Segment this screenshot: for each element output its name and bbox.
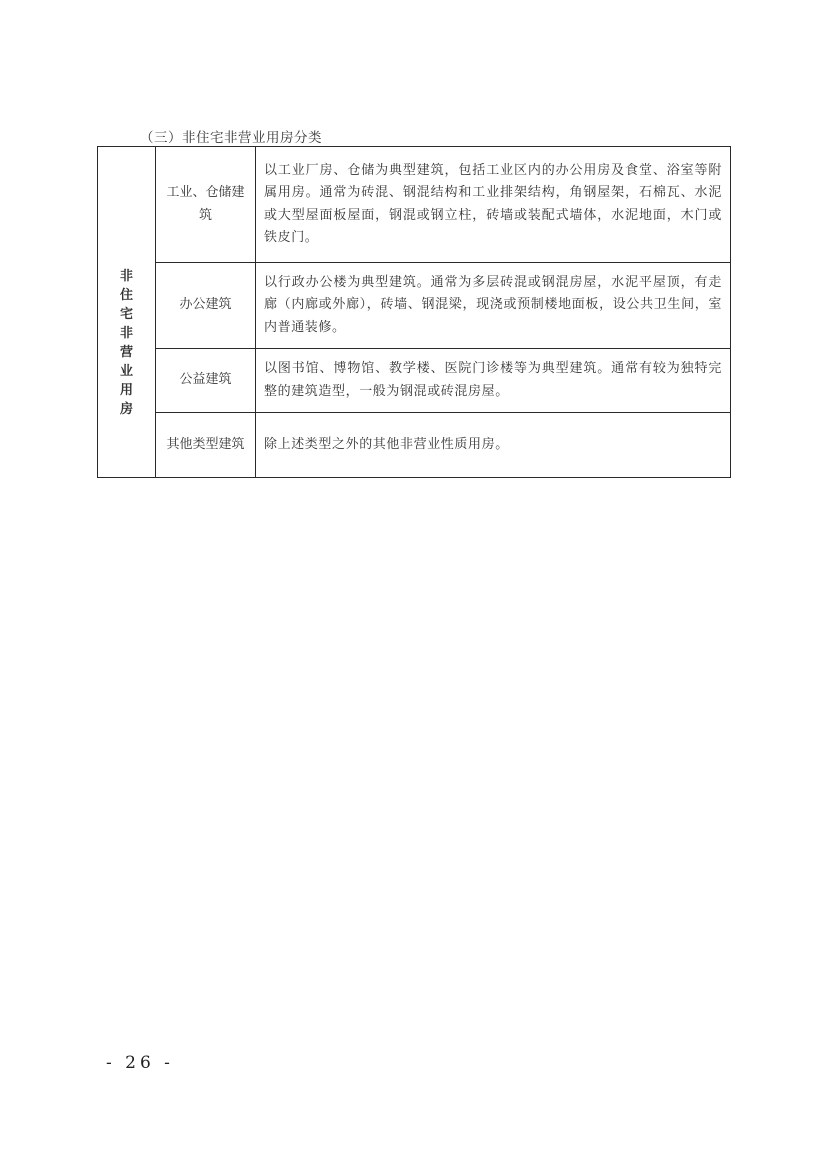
description-cell-public: 以图书馆、博物馆、教学楼、医院门诊楼等为典型建筑。通常有较为独特完整的建筑造型，一般为钢混或砖混房屋。 — [256, 349, 731, 413]
classification-table — [97, 146, 731, 478]
section-title: （三）非住宅非营业用房分类 — [140, 130, 322, 146]
table-row — [98, 147, 731, 263]
category-label: 非住宅非营业用房 — [119, 268, 133, 417]
table-row — [98, 263, 731, 349]
type-cell-industrial: 工业、仓储建筑 — [156, 147, 256, 263]
description-cell-industrial: 以工业厂房、仓储为典型建筑，包括工业区内的办公用房及食堂、浴室等附属用房。通常为砖混、钢混结构和工业排架结构，角钢屋架，石棉瓦、水泥或大型屋面板屋面，钢混或钢立柱，砖墙或装配式墙体，水泥地面，木门或铁皮门。 — [256, 147, 731, 263]
type-cell-office: 办公建筑 — [156, 263, 256, 349]
table-row — [98, 349, 731, 413]
page-number: - 26 - — [106, 1053, 174, 1073]
table-row — [98, 413, 731, 478]
type-cell-public: 公益建筑 — [156, 349, 256, 413]
type-cell-other: 其他类型建筑 — [156, 413, 256, 478]
description-cell-other: 除上述类型之外的其他非营业性质用房。 — [256, 413, 731, 478]
description-cell-office: 以行政办公楼为典型建筑。通常为多层砖混或钢混房屋，水泥平屋顶，有走廊（内廊或外廊），砖墙、钢混梁，现浇或预制楼地面板，设公共卫生间，室内普通装修。 — [256, 263, 731, 349]
category-cell — [98, 147, 156, 478]
